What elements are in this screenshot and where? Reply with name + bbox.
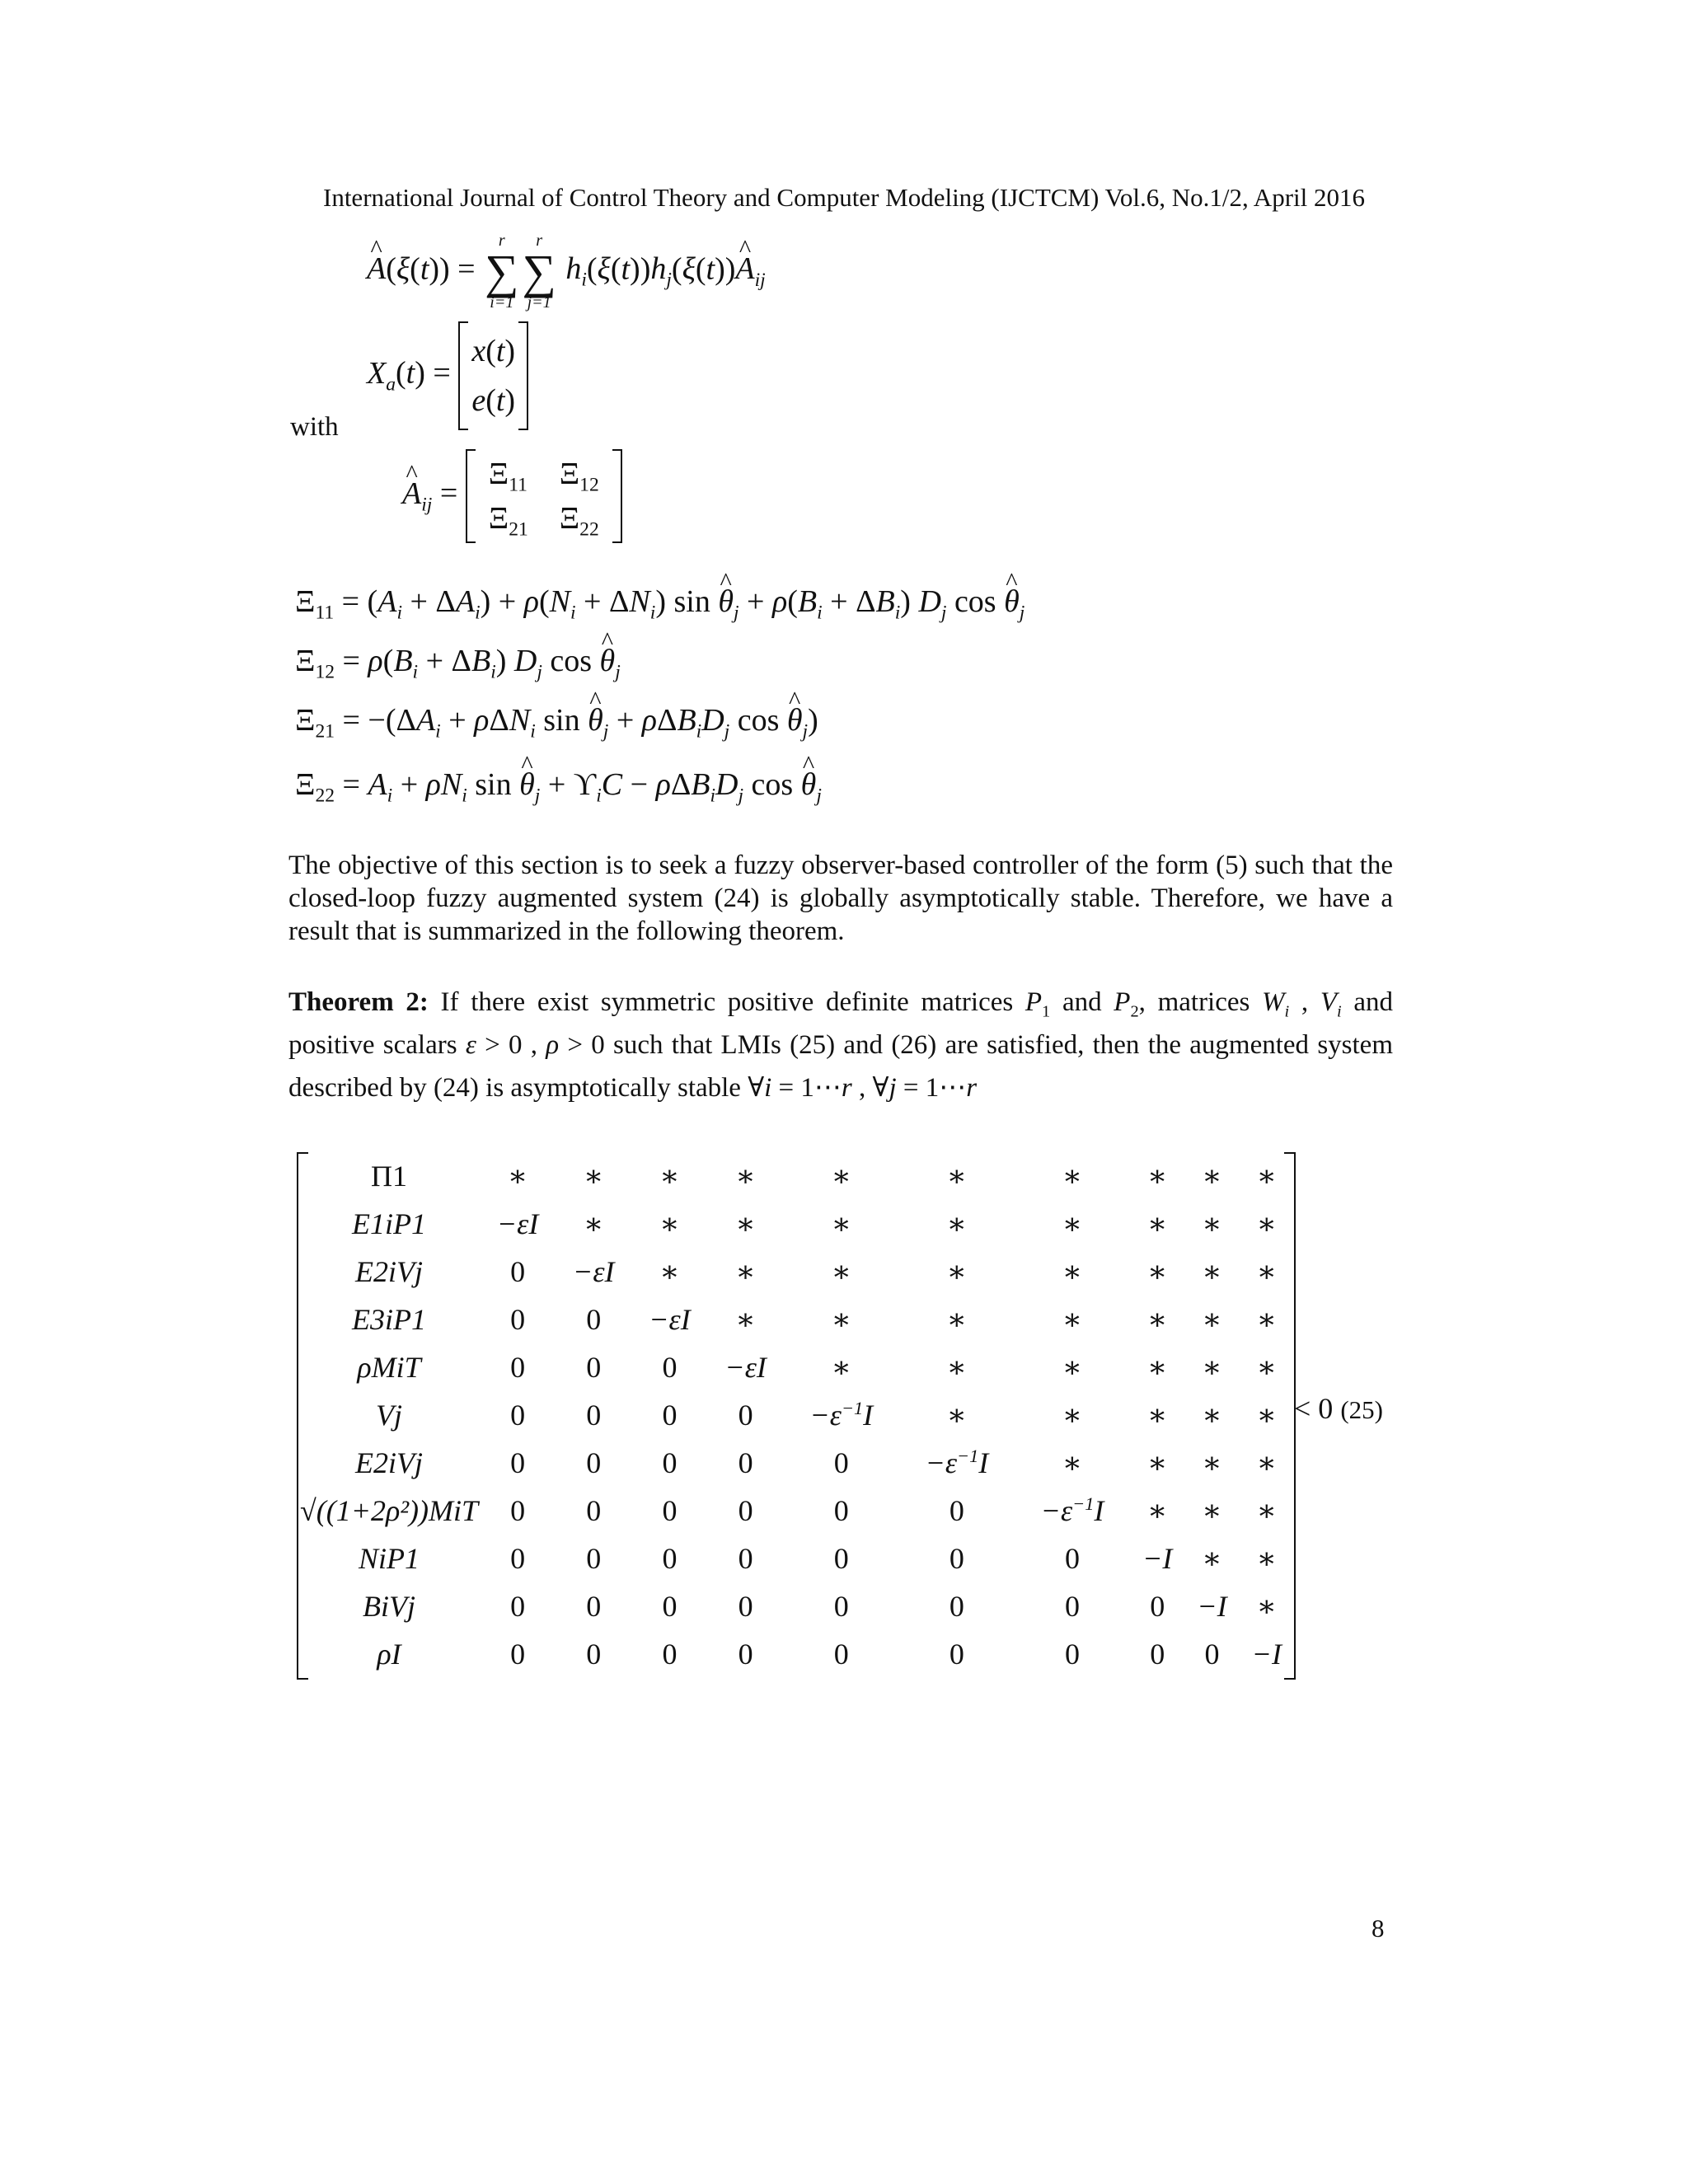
equation-number: (25) [1340, 1395, 1383, 1424]
state-vector: x(t) e(t) [458, 321, 528, 430]
lmi-row-label: BiVj [363, 1590, 415, 1623]
lmi-25-matrix: Π1 ∗ ∗ ∗ ∗ ∗ ∗ ∗ ∗ ∗ ∗ E1iP1 −εI ∗ ∗ ∗ ∗ ∗ ∗ ∗ ∗ ∗ E2iVj 0 −εI ∗ ∗ ∗ ∗ ∗ ∗ ∗ ∗ E3iP1 0 0 −εI ∗ ∗ ∗ ∗ ∗ ∗ ∗ ρMiT 0 0 0 −εI ∗ ∗ ∗ ∗ ∗ ∗ Vj 0 0 0 0 $-\varepsilon^{-1}I$ ∗ ∗ ∗ ∗ ∗ E2iVj 0 0 0 0 0 $-\varepsilon^{-1}I$ ∗ ∗ ∗ ∗ √((1+2ρ²))MiT 0 0 0 0 0 0 $-\varepsilon^{-1}I$ ∗ ∗ ∗ NiP1 0 0 0 0 0 0 0 −I ∗ ∗ BiVj 0 0 0 0 0 0 0 0 −I ∗ ρI 0 0 0 0 0 0 0 0 0 −I [297, 1152, 1296, 1680]
equation-a-hat-ij: A $\^{}_{ij}$ = $\Xi_{11}$ $\Xi_{12}$ $\Xi_{21}$ $\Xi_{22}$ [402, 449, 622, 543]
theorem-text-e: such that LMIs (25) and (26) are satisfied, then the augmented system described by (24) is asymptotically stable [288, 1030, 1393, 1103]
xi-block-matrix: $\Xi_{11}$ $\Xi_{12}$ $\Xi_{21}$ $\Xi_{22}$ [466, 449, 622, 543]
lmi-row-label: ρMiT [357, 1351, 421, 1384]
equation-xi-11: $\Xi_{11} = (A_i + \Delta A_i) + \rho(N_i + \Delta N_i)$ sin θ $\^{}_j + \rho(B_i + \Delta B_i)$ $D_j$ cos θ $\^{}_j$ [295, 583, 1025, 620]
equation-xi-22: $\Xi_{22} = A_i + \rho N_i$ sin θ $\^{}_j + ϒ_iC - \rho\Delta B_iD_j$ cos θ $\^{}_j$ [295, 766, 822, 803]
theorem-2-paragraph: Theorem 2: If there exist symmetric positive definite matrices $P_1$ and $P_2$, matrices $W_i$ , $V_i$ and positive scalars ε > 0 , ρ > 0 such that LMIs (25) and (26) are satisfied, then the augmented system described by (24) is asymptotically stable ∀i = 1⋯r , ∀j = 1⋯r [288, 987, 1394, 1103]
with-label: with [290, 412, 339, 442]
theorem-text-b: and [1050, 987, 1114, 1017]
lmi-row-label: NiP1 [358, 1542, 420, 1575]
theorem-label: Theorem 2: [288, 987, 429, 1017]
lmi-less-than-zero: < 0 [1294, 1392, 1334, 1425]
lmi-row-label: E1iP1 [352, 1207, 426, 1240]
lmi-row-label: E3iP1 [352, 1303, 426, 1336]
equation-a-hat: A ^(ξ(t)) = r ∑ i=1 r ∑ j=1 $h_i(\xi(t))h_j(\xi(t))A$ $\^{}_{ij}$ [367, 232, 766, 311]
equation-xi-12: $\Xi_{12} = \rho(B_i + \Delta B_i)$ $D_j$ cos θ $\^{}_j$ [295, 643, 621, 679]
lmi-row-label: E2iVj [355, 1446, 423, 1479]
theorem-text-a: If there exist symmetric positive definite matrices [428, 987, 1025, 1017]
equation-xa: $X_a(t)$ = x(t) e(t) [367, 321, 528, 430]
lmi-row-label: ρI [377, 1638, 401, 1671]
equation-xi-21: $\Xi_{21} = -(\Delta A_i + \rho\Delta N_i$ sin θ $\^{}_j + \rho\Delta B_iD_j$ cos θ $\^{}_j$) [295, 702, 818, 738]
objective-paragraph: The objective of this section is to seek a fuzzy observer-based controller of the form (5) such that the closed-loop fuzzy augmented system (24) is globally asymptotically stable. Therefore, we have a result that is summarized in the following theorem. [288, 851, 1393, 946]
theorem-text-d: and positive scalars [288, 987, 1394, 1060]
lmi-row-label: √((1+2ρ²))MiT [299, 1494, 479, 1527]
lmi-row-label: Vj [376, 1399, 402, 1432]
lmi-row-label: E2iVj [355, 1255, 423, 1288]
journal-header: International Journal of Control Theory and Computer Modeling (IJCTCM) Vol.6, No.1/2, April 2016 [323, 183, 1365, 212]
lmi-inequality [1294, 1391, 1383, 1426]
theorem-text-c: , matrices [1138, 987, 1263, 1017]
lmi-row-label: Π1 [371, 1160, 407, 1193]
page-number: 8 [1372, 1914, 1385, 1943]
